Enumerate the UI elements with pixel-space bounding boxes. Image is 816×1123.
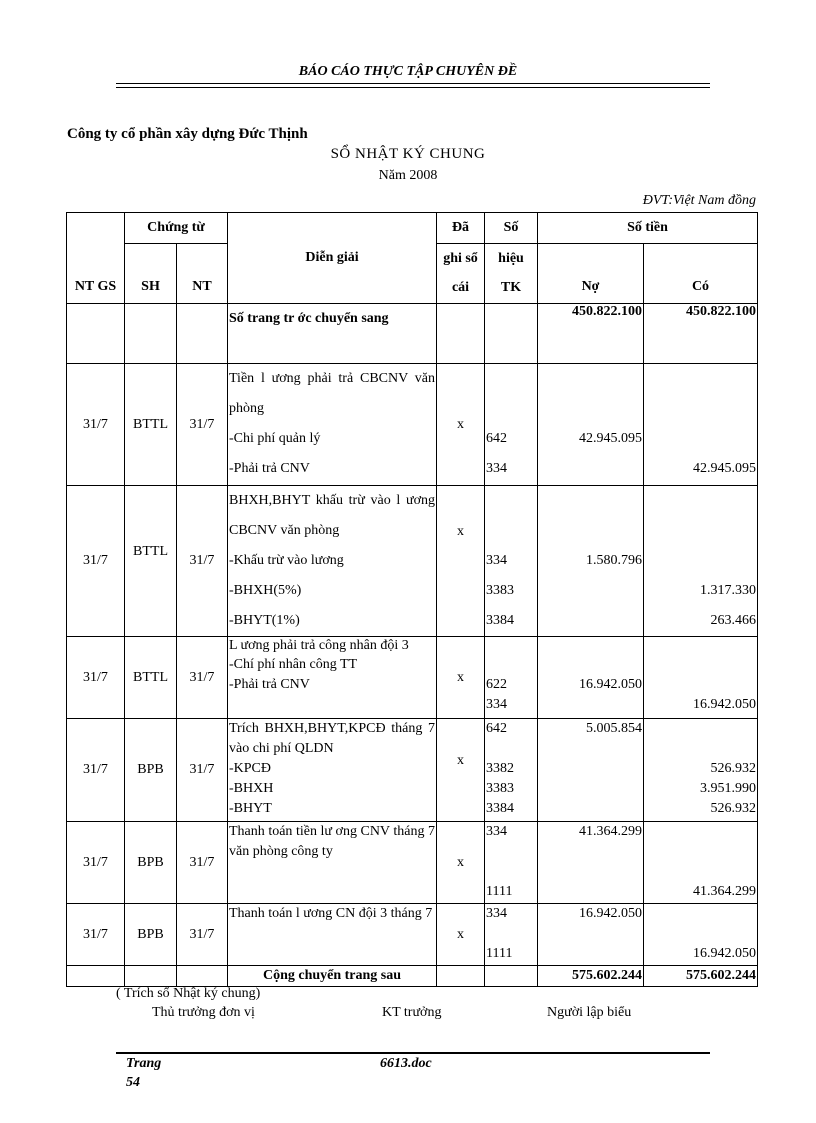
cell-empty: [125, 304, 177, 364]
row-debit: 1.580.796: [538, 486, 644, 637]
cell-empty: [437, 304, 485, 364]
col-daghi-header-3: cái: [437, 274, 485, 304]
footer-rule: [116, 1052, 710, 1054]
row-doc-date: 31/7: [177, 822, 228, 904]
col-daghi-header-1: Đã: [437, 213, 485, 244]
cell-empty: [125, 966, 177, 987]
table-row: [67, 719, 758, 822]
signature-head: Thủ trưởng đơn vị: [152, 1005, 255, 1020]
col-sohieu-header-2: hiệu: [485, 244, 538, 274]
table-row-closing: [67, 966, 758, 987]
cell-empty: [67, 966, 125, 987]
col-nt-header: NT: [177, 244, 228, 304]
journal-table: [66, 212, 758, 987]
row-description: BHXH,BHYT khấu trừ vào l ương CBCNV văn phòng -Khấu trừ vào lương -BHXH(5%) -BHYT(1%): [228, 486, 437, 637]
table-row-opening: [67, 304, 758, 364]
row-date: 31/7: [67, 486, 125, 637]
row-credit: 16.942.050: [644, 904, 758, 966]
extract-note: ( Trích sổ Nhật ký chung): [116, 986, 261, 1001]
row-accounts: 622 334: [485, 637, 538, 719]
report-header-title: BÁO CÁO THỰC TẬP CHUYÊN ĐỀ: [298, 64, 518, 79]
closing-credit: 575.602.244: [644, 966, 758, 987]
col-sotien-header: Số tiền: [538, 213, 758, 244]
company-name: Công ty cổ phần xây dựng Đức Thịnh: [67, 126, 308, 142]
cell-empty: [177, 304, 228, 364]
row-date: 31/7: [67, 904, 125, 966]
table-row: [67, 364, 758, 486]
row-posted-mark: x: [437, 719, 485, 822]
col-chungtu-header: Chứng từ: [125, 213, 228, 244]
row-doc-code: BTTL: [125, 637, 177, 719]
row-credit: 16.942.050: [644, 637, 758, 719]
row-credit: 1.317.330 263.466: [644, 486, 758, 637]
row-accounts: 334 1111: [485, 904, 538, 966]
header-rule: [116, 83, 710, 88]
book-title: SỔ NHẬT KÝ CHUNG: [330, 146, 486, 162]
row-date: 31/7: [67, 637, 125, 719]
row-accounts: 334 1111: [485, 822, 538, 904]
table-row: [67, 904, 758, 966]
page-number: Trang 54: [126, 1056, 162, 1090]
row-accounts: 642 3382 3383 3384: [485, 719, 538, 822]
row-debit: 41.364.299: [538, 822, 644, 904]
col-sohieu-header-3: TK: [485, 274, 538, 304]
row-date: 31/7: [67, 364, 125, 486]
row-credit: 41.364.299: [644, 822, 758, 904]
row-debit: 5.005.854: [538, 719, 644, 822]
row-debit: 16.942.050: [538, 637, 644, 719]
book-year: Năm 2008: [378, 168, 438, 183]
col-sh-header: SH: [125, 244, 177, 304]
currency-unit: ĐVT:Việt Nam đồng: [642, 193, 756, 208]
row-date: 31/7: [67, 719, 125, 822]
row-description: L ương phải trả công nhân đội 3 -Chí phí nhân công TT -Phải trả CNV: [228, 637, 437, 719]
cell-empty: [485, 966, 538, 987]
col-daghi-header-2: ghi sổ: [437, 244, 485, 274]
opening-desc: Số trang tr ớc chuyển sang: [228, 304, 437, 364]
row-debit: 16.942.050: [538, 904, 644, 966]
col-ntgs-header: NT GS: [67, 213, 125, 304]
row-posted-mark: x: [437, 904, 485, 966]
col-diengiai-header: Diễn giải: [228, 213, 437, 304]
signature-preparer: Người lập biểu: [547, 1005, 632, 1020]
closing-desc: Cộng chuyển trang sau: [228, 966, 437, 987]
cell-empty: [67, 304, 125, 364]
cell-empty: [437, 966, 485, 987]
row-doc-date: 31/7: [177, 904, 228, 966]
row-accounts: 334 3383 3384: [485, 486, 538, 637]
row-debit: 42.945.095: [538, 364, 644, 486]
row-doc-date: 31/7: [177, 719, 228, 822]
opening-credit: 450.822.100: [644, 304, 758, 364]
document-filename: 6613.doc: [380, 1056, 432, 1071]
row-doc-code: BPB: [125, 822, 177, 904]
opening-debit: 450.822.100: [538, 304, 644, 364]
col-no-header: Nợ: [538, 244, 644, 304]
cell-empty: [485, 304, 538, 364]
row-doc-code: BTTL: [125, 364, 177, 486]
row-accounts: 642 334: [485, 364, 538, 486]
row-credit: 526.932 3.951.990 526.932: [644, 719, 758, 822]
row-credit: 42.945.095: [644, 364, 758, 486]
row-doc-code: BTTL: [125, 486, 177, 637]
row-description: Thanh toán l ương CN đội 3 tháng 7: [228, 904, 437, 966]
row-doc-code: BPB: [125, 719, 177, 822]
row-doc-code: BPB: [125, 904, 177, 966]
signature-chief-accountant: KT trưởng: [382, 1005, 442, 1020]
row-doc-date: 31/7: [177, 637, 228, 719]
row-description: Tiền l ương phải trả CBCNV văn phòng -Chi phí quản lý -Phải trả CNV: [228, 364, 437, 486]
row-description: Trích BHXH,BHYT,KPCĐ tháng 7 vào chi phí QLDN -KPCĐ -BHXH -BHYT: [228, 719, 437, 822]
row-posted-mark: x: [437, 822, 485, 904]
row-posted-mark: x: [437, 364, 485, 486]
table-row: [67, 822, 758, 904]
col-co-header: Có: [644, 244, 758, 304]
closing-debit: 575.602.244: [538, 966, 644, 987]
table-row: [67, 637, 758, 719]
row-description: Thanh toán tiền lư ơng CNV tháng 7 văn phòng công ty: [228, 822, 437, 904]
row-posted-mark: x: [437, 637, 485, 719]
row-date: 31/7: [67, 822, 125, 904]
row-posted-mark: x: [437, 486, 485, 637]
row-doc-date: 31/7: [177, 486, 228, 637]
cell-empty: [177, 966, 228, 987]
col-sohieu-header-1: Số: [485, 213, 538, 244]
table-row: [67, 486, 758, 637]
row-doc-date: 31/7: [177, 364, 228, 486]
